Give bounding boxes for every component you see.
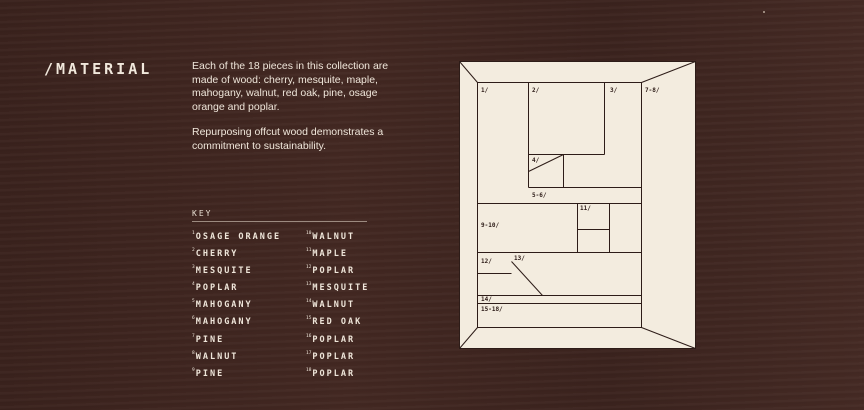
key-column-right [306, 227, 396, 381]
key-item: $^{17}$POPLAR [306, 350, 356, 362]
key-item: $^6$MAHOGANY [192, 316, 253, 328]
key-title: KEY [192, 209, 367, 222]
panel-diagram [459, 61, 697, 349]
piece-label-11: 11/ [580, 205, 591, 212]
key-item: $^4$POPLAR [192, 282, 239, 294]
key-column-left [192, 227, 304, 381]
piece-label-12: 12/ [481, 258, 492, 265]
decorative-dot [763, 11, 765, 13]
key-item: $^2$CHERRY [192, 248, 239, 260]
description-paragraph-sustainability: Repurposing offcut wood demonstrates a commitment to sustainability. [192, 126, 384, 152]
frame-inner [478, 83, 642, 328]
key-item: $^9$PINE [192, 367, 225, 379]
piece-label-5-6: 5-6/ [532, 192, 547, 199]
piece-label-2: 2/ [532, 87, 540, 94]
wood-key [192, 209, 370, 379]
piece-label-14: 14/ [481, 296, 492, 303]
key-item: $^{14}$WALNUT [306, 299, 356, 311]
key-item: $^8$WALNUT [192, 350, 239, 362]
key-item: $^{18}$POPLAR [306, 367, 356, 379]
key-item: $^7$PINE [192, 333, 225, 345]
piece-label-13: 13/ [514, 255, 525, 262]
key-item: $^{12}$POPLAR [306, 265, 356, 277]
key-item: $^{10}$WALNUT [306, 231, 356, 242]
key-item: $^{15}$RED OAK [306, 316, 363, 328]
key-item: $^1$OSAGE ORANGE [192, 231, 282, 242]
key-item: $^5$MAHOGANY [192, 299, 253, 311]
piece-label-9-10: 9-10/ [481, 222, 500, 229]
piece-label-1: 1/ [481, 87, 489, 94]
key-item: $^3$MESQUITE [192, 265, 253, 277]
piece-label-3: 3/ [610, 87, 618, 94]
section-heading: /MATERIAL [44, 60, 153, 78]
description-paragraph-materials: Each of the 18 pieces in this collection are made of wood: cherry, mesquite, maple, mahogany, walnut, red oak, pine, osage orange and poplar. [192, 60, 389, 113]
key-item: $^{11}$MAPLE [306, 248, 349, 260]
key-item: $^{16}$POPLAR [306, 333, 356, 345]
piece-label-4: 4/ [532, 157, 540, 164]
key-item: $^{13}$MESQUITE [306, 282, 370, 294]
description [192, 60, 412, 165]
piece-label-15-18: 15-18/ [481, 306, 503, 313]
piece-label-7-8: 7-8/ [645, 87, 660, 94]
